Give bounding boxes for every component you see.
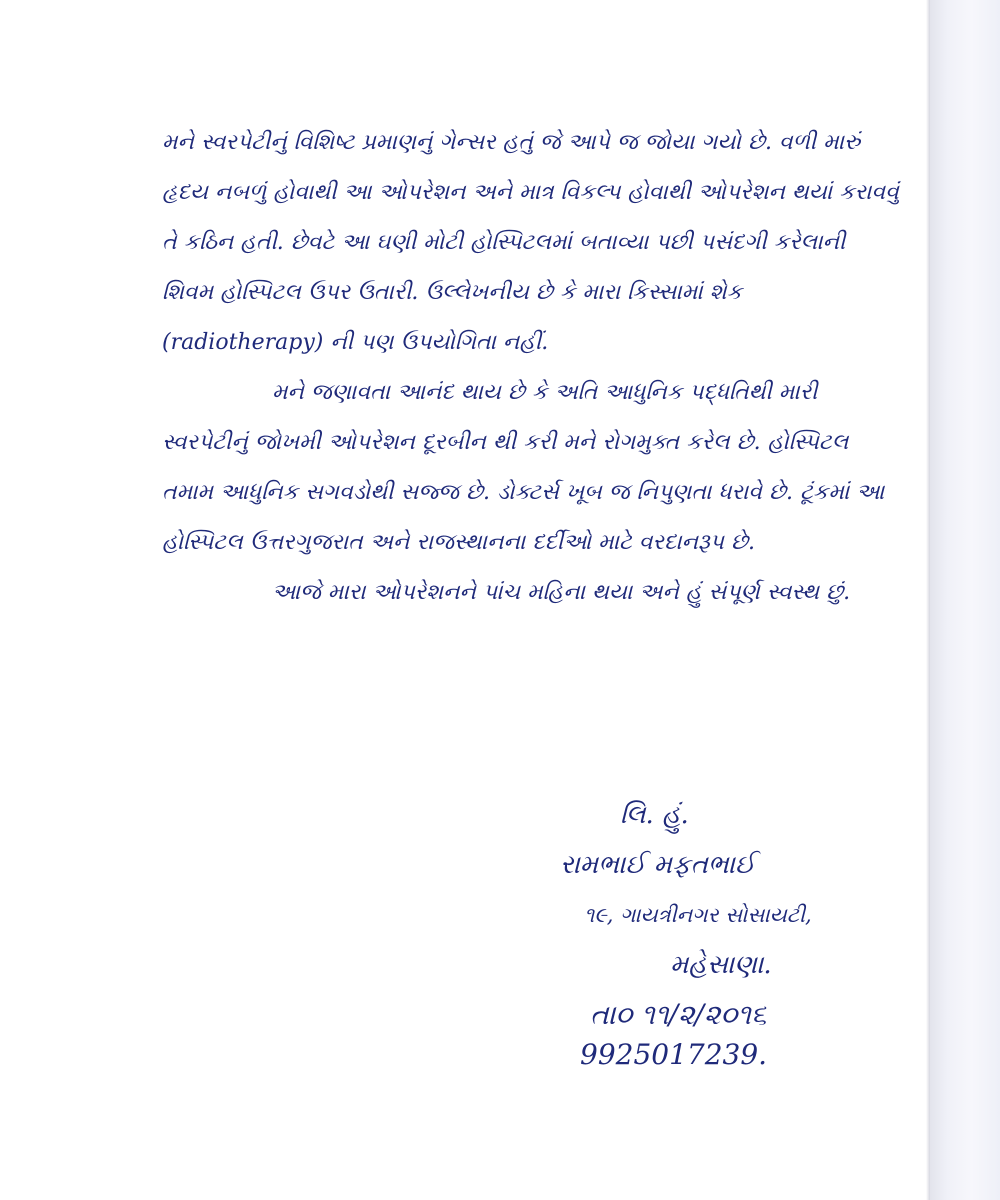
signature-block	[560, 790, 890, 1070]
letter-paragraph: મને જણાવતા આનંદ થાય છે કે અતિ આધુનિક પદ્ધતિથી મારી સ્વરપેટીનું જોખમી ઓપરેશન દૂરબીન થી કરી મને રોગમુક્ત કરેલ છે. હોસ્પિટલ તમામ આધુનિક સગવડોથી સજ્જ છે. ડોક્ટર્સ ખૂબ જ નિપુણતા ધરાવે છે. ટૂંકમાં આ હોસ્પિટલ ઉત્તરગુજરાત અને રાજસ્થાનના દર્દીઓ માટે વરદાનરૂપ છે.	[162, 380, 885, 555]
signature-date: તા૦ ૧૧/૨/૨૦૧૬	[590, 998, 767, 1031]
signature-phone: 9925017239.	[580, 1038, 768, 1071]
signature-city: મહેસાણા.	[670, 950, 772, 980]
scan-margin	[930, 0, 1000, 1200]
signature-name: રામભાઈ મફતભાઈ	[560, 850, 756, 880]
letter-body	[162, 118, 902, 618]
letter-paragraph: આજે મારા ઓપરેશનને પાંચ મહિના થયા અને હું સંપૂર્ણ સ્વસ્થ છું.	[272, 580, 851, 605]
signature-closing: લિ. હું.	[620, 800, 689, 830]
signature-address: ૧૯, ગાયત્રીનગર સોસાયટી,	[584, 903, 812, 927]
letter-paragraph: મને સ્વરપેટીનું વિશિષ્ટ પ્રમાણનું ગેન્સર હતું જે આપે જ જોયા ગયો છે. વળી મારું હૃદય નબળું હોવાથી આ ઓપરેશન અને માત્ર વિકલ્પ હોવાથી ઓપરેશન થયાં કરાવવું તે કઠિન હતી. છેવટે આ ઘણી મોટી હોસ્પિટલમાં બતાવ્યા પછી પસંદગી કરેલાની શિવમ હોસ્પિટલ ઉપર ઉતારી. ઉલ્લેખનીય છે કે મારા કિસ્સામાં શેક (radiotherapy) ની પણ ઉપયોગિતા નહીં.	[162, 130, 899, 355]
